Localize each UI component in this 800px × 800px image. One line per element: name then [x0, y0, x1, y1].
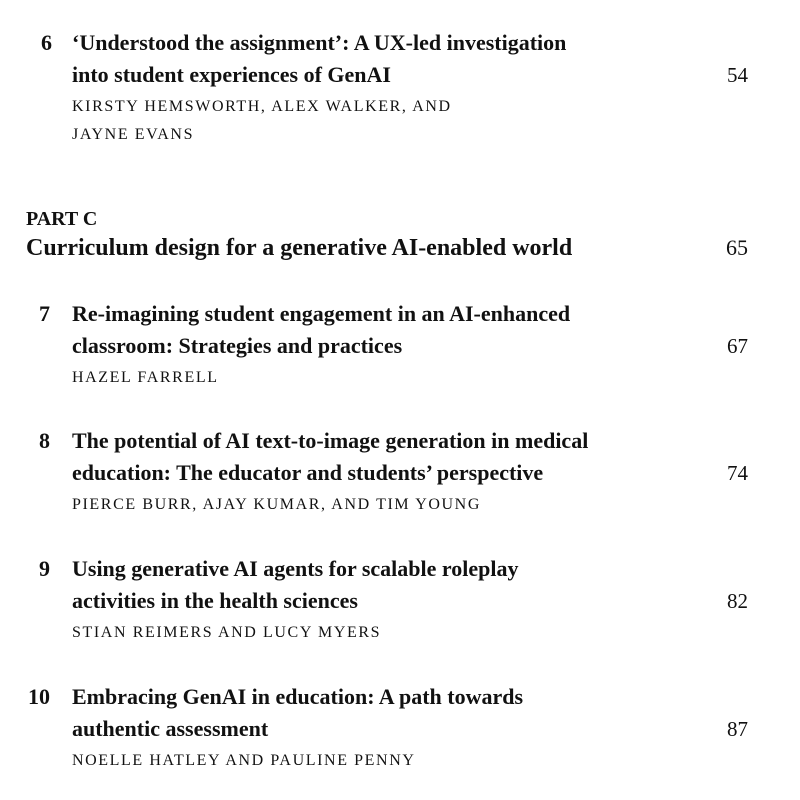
chapter-authors — [72, 619, 381, 647]
chapter-authors-line: HAZEL FARRELL — [72, 369, 219, 386]
part-title[interactable]: Curriculum design for a generative AI-enabled world — [26, 235, 573, 261]
chapter-number: 6 — [41, 30, 52, 55]
page-number: 74 — [727, 461, 748, 485]
chapter-title — [72, 553, 692, 617]
chapter-title-line: Re-imagining student engagement in an AI-enhanced — [72, 301, 571, 326]
chapter-number: 9 — [39, 556, 50, 581]
chapter-title-line: ‘Understood the assignment’: A UX-led investigation — [72, 30, 567, 55]
chapter-number: 10 — [28, 684, 50, 709]
toc-entry-chapter-7[interactable] — [0, 298, 800, 398]
chapter-authors-line: STIAN REIMERS AND LUCY MYERS — [72, 624, 382, 641]
chapter-title-line: education: The educator and students’ perspective — [72, 460, 544, 485]
chapter-authors — [72, 747, 416, 775]
chapter-title-line: The potential of AI text-to-image generation in medical — [72, 428, 589, 453]
chapter-title — [72, 425, 692, 489]
chapter-number: 7 — [39, 301, 50, 326]
chapter-title — [72, 298, 692, 362]
page-number: 87 — [727, 717, 748, 741]
chapter-authors — [72, 93, 452, 149]
chapter-authors — [72, 364, 219, 392]
chapter-title-line: activities in the health sciences — [72, 588, 358, 613]
page-number: 82 — [727, 589, 748, 613]
chapter-number: 8 — [39, 428, 50, 453]
part-page-number: 65 — [726, 235, 748, 260]
page-number: 54 — [727, 63, 748, 87]
toc-entry-chapter-6[interactable] — [0, 27, 800, 157]
chapter-title-line: Embracing GenAI in education: A path towards — [72, 684, 524, 709]
toc-entry-chapter-8[interactable] — [0, 425, 800, 525]
toc-entry-chapter-9[interactable] — [0, 553, 800, 653]
chapter-title — [72, 27, 692, 91]
chapter-authors-line: KIRSTY HEMSWORTH, ALEX WALKER, AND — [72, 98, 452, 115]
chapter-title-line: classroom: Strategies and practices — [72, 333, 403, 358]
chapter-authors — [72, 491, 481, 519]
chapter-title-line: authentic assessment — [72, 716, 269, 741]
chapter-title-line: into student experiences of GenAI — [72, 62, 391, 87]
chapter-authors-line: PIERCE BURR, AJAY KUMAR, AND TIM YOUNG — [72, 496, 481, 513]
chapter-title — [72, 681, 692, 745]
chapter-title-line: Using generative AI agents for scalable roleplay — [72, 556, 519, 581]
toc-entry-chapter-10[interactable] — [0, 681, 800, 781]
chapter-authors-line: JAYNE EVANS — [72, 126, 195, 143]
chapter-authors-line: NOELLE HATLEY AND PAULINE PENNY — [72, 752, 416, 769]
part-label: PART C — [26, 208, 98, 230]
page-number: 67 — [727, 334, 748, 358]
